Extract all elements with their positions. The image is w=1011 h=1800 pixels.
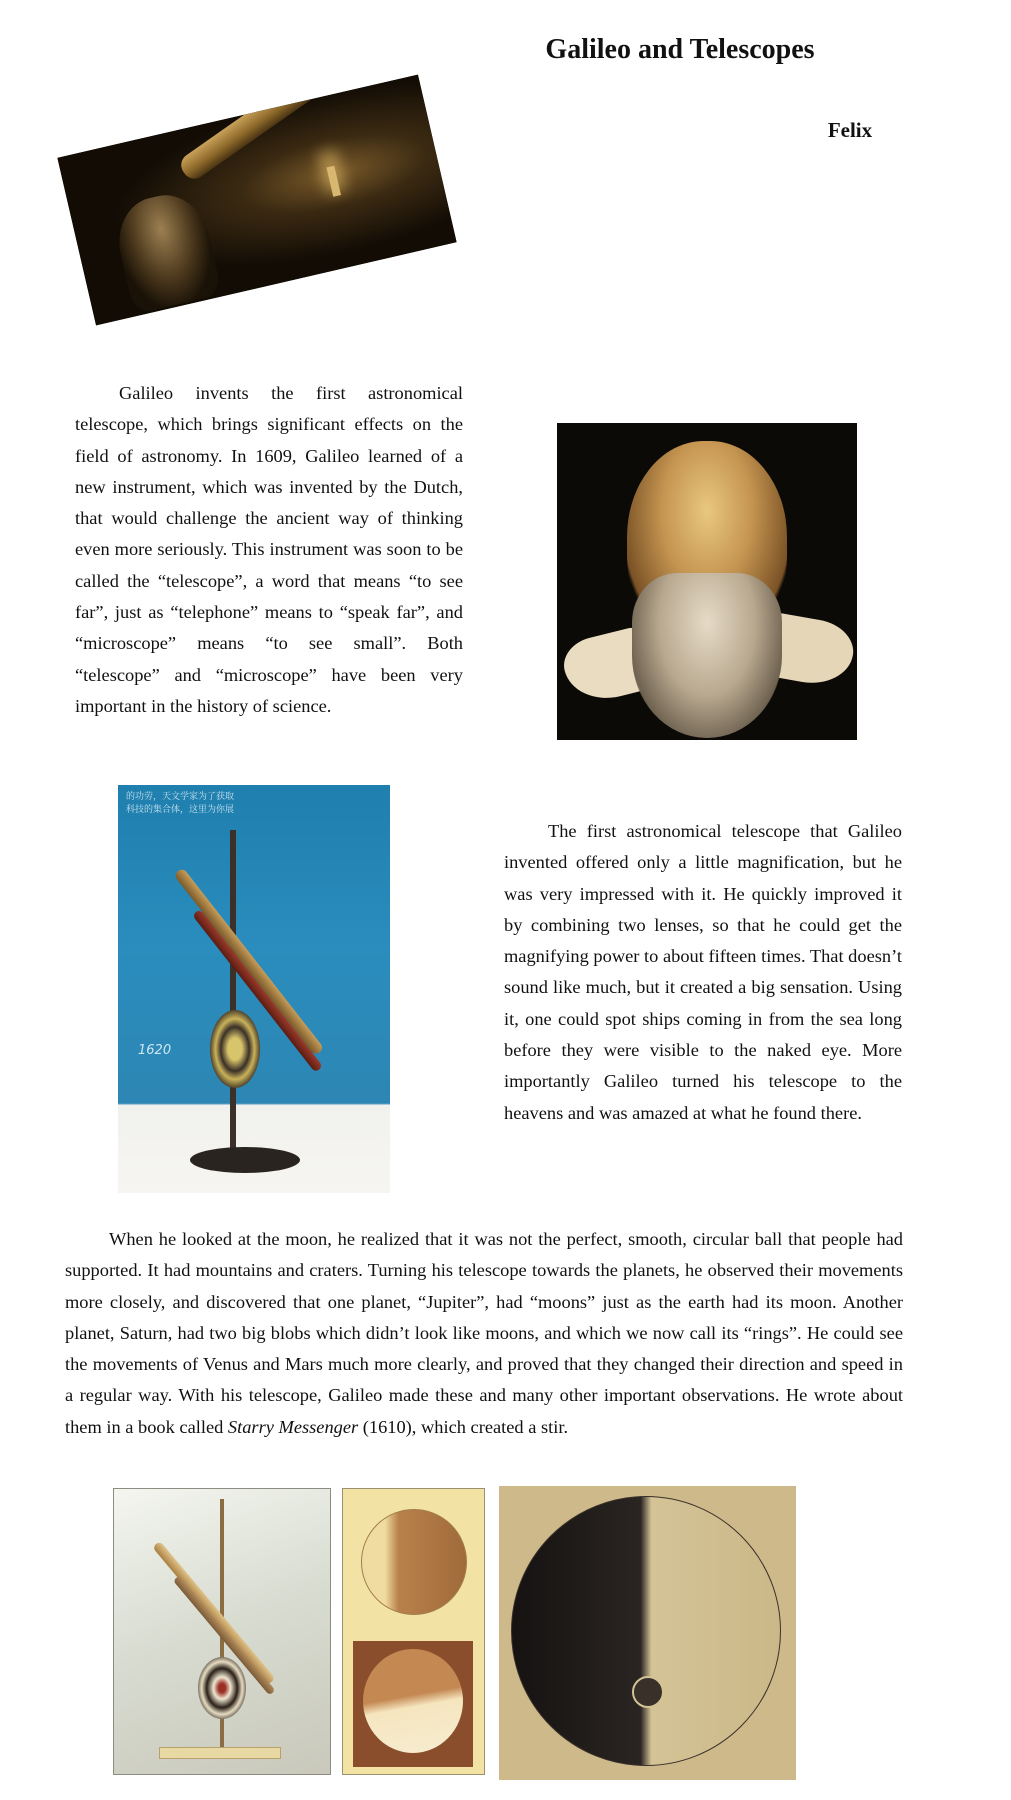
author-name: Felix — [827, 118, 873, 142]
telescope-replica-image — [113, 1488, 331, 1775]
document-title: Galileo and Telescopes — [545, 34, 815, 65]
telescope-tube-shape — [177, 75, 438, 184]
paragraph-1: Galileo invents the first astronomical telescope, which brings significant effects on the field of astronomy. In 1609, Galileo learned of a new instrument, which was invented by the Dutch, that would challenge the ancient way of thinking even more seriously. This instrument was soon to be called the “telescope”, a word that means “to see far”, just as “telephone” means to “speak far”, and “microscope” means “to see small”. Both “telescope” and “microscope” have been very important in the history of science. — [75, 383, 463, 716]
galileo-with-telescope-image — [57, 75, 456, 326]
galileo-portrait-image — [557, 423, 857, 740]
stand-shape — [230, 830, 236, 1150]
paragraph-3 — [65, 1224, 903, 1443]
plaque-shape — [159, 1747, 281, 1759]
museum-background-text — [126, 789, 234, 815]
figure-shape — [110, 187, 222, 314]
museum-telescope-image — [118, 785, 390, 1193]
medallion-shape — [198, 1657, 246, 1719]
medallion-shape — [210, 1010, 260, 1088]
museum-year-label: 1620 — [138, 1043, 172, 1058]
moon-sketch-image — [499, 1486, 796, 1780]
book-title: Starry Messenger — [227, 1416, 359, 1437]
moon-drawing-bottom — [363, 1649, 463, 1753]
candle-shape — [326, 166, 341, 197]
paragraph-3-text-end: (1610), which created a stir. — [358, 1416, 569, 1437]
paragraph-3-text: When he looked at the moon, he realized that it was not the perfect, smooth, circular ball that people had supported. It had mountains and craters. Turning his telescope towards the planets, he observed their movements more closely, and discovered that one planet, “Jupiter”, had “moons” just as the earth had its moon. Another planet, Saturn, had two big blobs which didn’t look like moons, and which we now call its “rings”. He could see the movements of Venus and Mars much more clearly, and proved that they changed their direction and speed in a regular way. With his telescope, Galileo made these and many other important observations. He wrote about them in a book called — [65, 1229, 903, 1437]
moon-crater-shape — [632, 1676, 664, 1708]
moon-sketch-disc — [511, 1496, 781, 1766]
paragraph-2: The first astronomical telescope that Galileo invented offered only a little magnification, but he was very impressed with it. He quickly improved it by combining two lenses, so that he could get the magnifying power to about fifteen times. That doesn’t sound like much, but it created a big sensation. Using it, one could spot ships coming in from the sea long before they were visible to the naked eye. More importantly Galileo turned his telescope to the heavens and was amazed at what he found there. — [504, 821, 902, 1123]
museum-text-line: 的功劳，天文学家为了获取 — [126, 792, 235, 802]
museum-text-line: 科技的集合体，这里为你展 — [126, 805, 235, 815]
moon-phase-drawings-image — [342, 1488, 485, 1775]
moon-drawing-top — [361, 1509, 467, 1615]
base-shape — [190, 1147, 300, 1173]
beard-shape — [632, 573, 782, 738]
